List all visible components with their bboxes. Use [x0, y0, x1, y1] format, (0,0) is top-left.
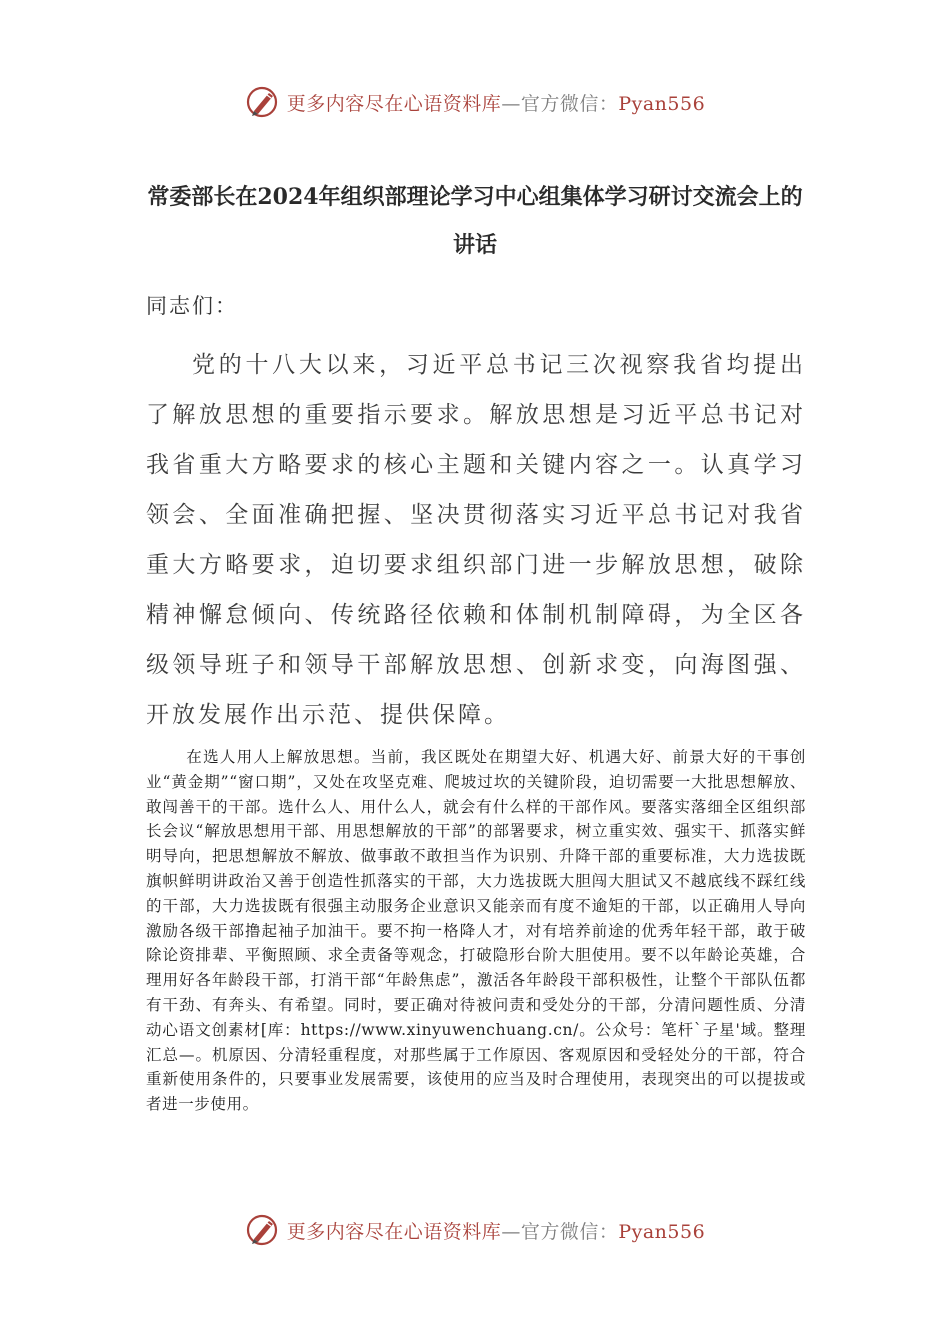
banner-label: 官方微信：: [520, 1220, 619, 1243]
pen-logo-icon: [245, 1212, 281, 1248]
banner-text: [287, 1217, 705, 1244]
salutation: 同志们：: [146, 294, 238, 318]
paragraph-intro: 党的十八大以来，习近平总书记三次视察我省均提出了解放思想的重要指示要求。解放思想是习近平总书记对我省重大方略要求的核心主题和关键内容之一。认真学习领会、全面准确把握、坚决贯彻落实习近平总书记对我省重大方略要求，迫切要求组织部门进一步解放思想，破除精神懈怠倾向、传统路径依赖和体制机制障碍，为全区各级领导班子和领导干部解放思想、创新求变，向海图强、开放发展作出示范、提供保障。: [146, 352, 806, 728]
banner-dash: —: [501, 1220, 521, 1243]
document-title: 常委部长在2024年组织部理论学习中心组集体学习研讨交流会上的讲话: [147, 184, 803, 258]
banner-label: 官方微信：: [520, 92, 619, 115]
header-banner: [0, 82, 950, 122]
banner-dash: —: [501, 92, 521, 115]
banner-wechat-id: Pyan556: [618, 1220, 706, 1243]
banner-brand: 更多内容尽在心语资料库: [286, 92, 502, 115]
pen-logo-icon: [245, 84, 281, 120]
footer-banner: [0, 1210, 950, 1250]
banner-wechat-id: Pyan556: [618, 92, 706, 115]
banner-brand: 更多内容尽在心语资料库: [286, 1220, 502, 1243]
banner-text: [287, 89, 705, 116]
paragraph-body: 在选人用人上解放思想。当前，我区既处在期望大好、机遇大好、前景大好的干事创业“黄金期”“窗口期”，又处在攻坚克难、爬坡过坎的关键阶段，迫切需要一大批思想解放、敢闯善干的干部。选什么人、用什么人，就会有什么样的干部作风。要落实落细全区组织部长会议“解放思想用干部、用思想解放的干部”的部署要求，树立重实效、强实干、抓落实鲜明导向，把思想解放不解放、做事敢不敢担当作为识别、升降干部的重要标准，大力选拔既旗帜鲜明讲政治又善于创造性抓落实的干部，大力选拔既大胆闯大胆试又不越底线不踩红线的干部，大力选拔既有很强主动服务企业意识又能亲而有度不逾矩的干部，以正确用人导向激励各级干部撸起袖子加油干。要不拘一格降人才，对有培养前途的优秀年轻干部，敢于破除论资排辈、平衡照顾、求全责备等观念，打破隐形台阶大胆使用。要不以年龄论英雄，合理用好各年龄段干部，打消干部“年龄焦虑”，激活各年龄段干部积极性，让整个干部队伍都有干劲、有奔头、有希望。同时，要正确对待被问责和受处分的干部，分清问题性质、分清动心语文创素材[库：https://www.xinyuwenchuang.cn/。公众号：笔杆`子星'域。整理汇总—。机原因、分清轻重程度，对那些属于工作原因、客观原因和受轻处分的干部，符合重新使用条件的，只要事业发展需要，该使用的应当及时合理使用，表现突出的可以提拔或者进一步使用。: [146, 748, 806, 1114]
